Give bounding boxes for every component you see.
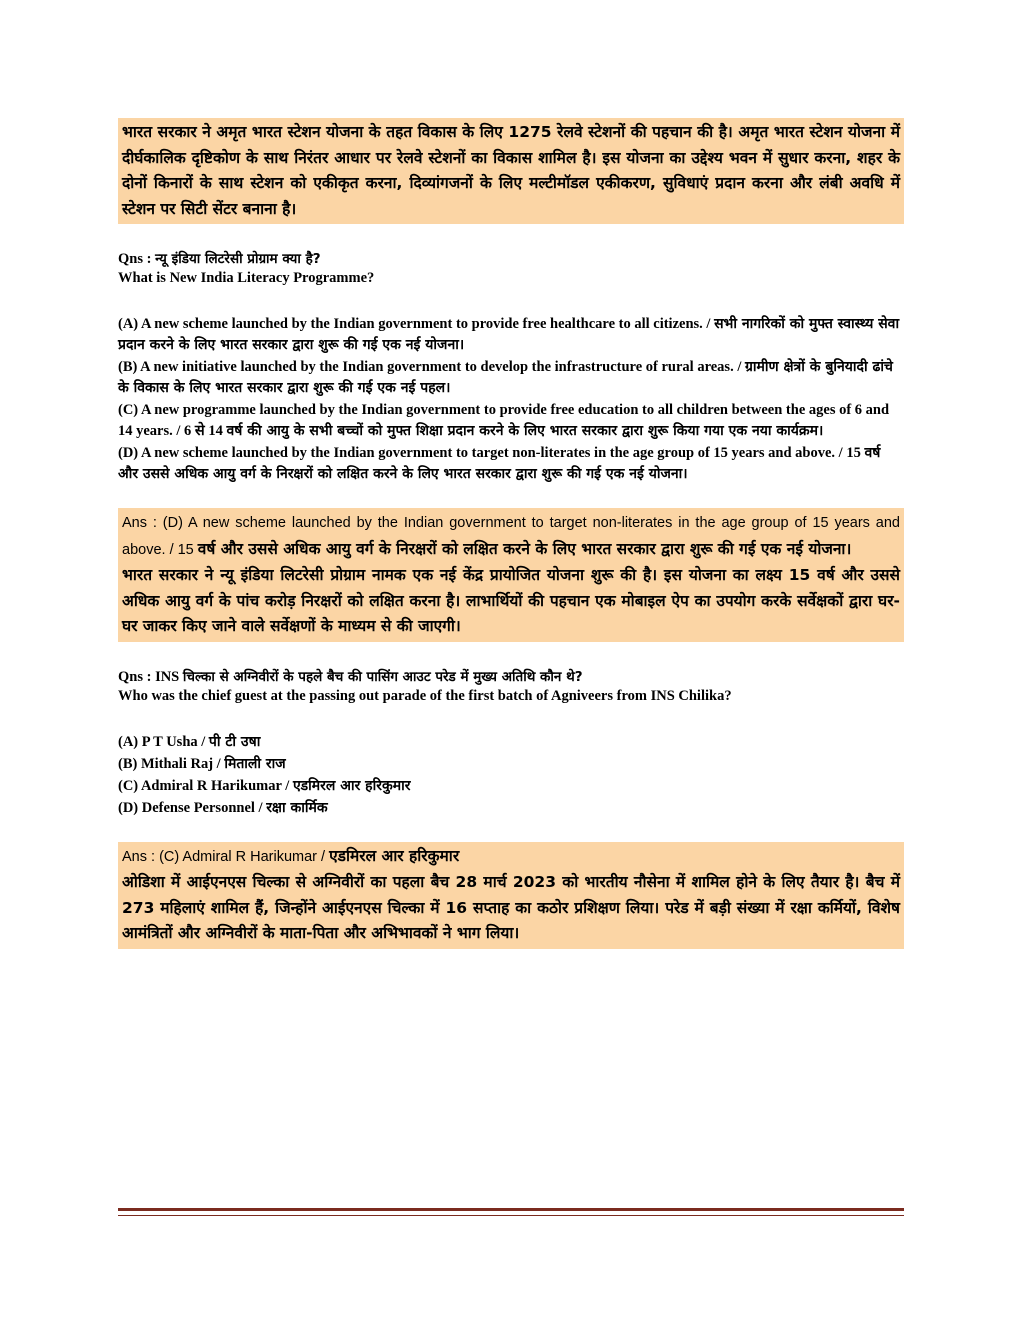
option-c: (C) A new programme launched by the Indian government to provide free education to all children between the ages of 6 and 14 years. / 6 से 14 वर्ष की आयु के सभी बच्चों को मुफ्त शिक्षा प्रदान करने के लिए भारत सरकार द्वारा शुरू किया गया एक नया कार्यक्रम। [118,402,890,439]
footer-divider [118,1208,904,1216]
question-1-english: What is New India Literacy Programme? [118,270,375,286]
option-c: (C) Admiral R Harikumar / एडमिरल आर हरिकुमार [118,777,411,794]
answer-1-block [118,508,904,642]
answer-1-head: Ans : (D) A new scheme launched by the Indian government to target non-literates in the age group of 15 years and above. / 15 वर्ष और उससे अधिक आयु वर्ग के निरक्षरों को लक्षित करने के लिए भारत सरकार द्वारा शुरू की गई एक नई योजना। [122,515,900,558]
answer-2-block [118,842,904,949]
answer-1-explanation: भारत सरकार ने न्यू इंडिया लिटरेसी प्रोग्राम नामक एक नई केंद्र प्रायोजित योजना शुरू की है। इस योजना का लक्ष्य 15 वर्ष और उससे अधिक आयु वर्ग के पांच करोड़ निरक्षरों को लक्षित करना है। लाभार्थियों की पहचान एक मोबाइल ऐप का उपयोग करके सर्वेक्षकों द्वारा घर-घर जाकर किए जाने वाले सर्वेक्षणों के माध्यम से की जाएगी। [122,566,900,635]
option-a: (A) P T Usha / पी टी उषा [118,733,261,750]
question-1 [118,250,904,288]
document-page [118,118,904,949]
option-d: (D) Defense Personnel / रक्षा कार्मिक [118,799,328,816]
question-2 [118,668,904,706]
option-d: (D) A new scheme launched by the Indian government to target non-literates in the age group of 15 years and above. / 15 वर्ष और उससे अधिक आयु वर्ग के निरक्षरों को लक्षित करने के लिए भारत सरकार द्वारा शुरू की गई एक नई योजना। [118,445,881,482]
question-1-options [118,314,904,485]
intro-text: भारत सरकार ने अमृत भारत स्टेशन योजना के तहत विकास के लिए 1275 रेलवे स्टेशनों की पहचान की है। अमृत भारत स्टेशन योजना में दीर्घकालिक दृष्टिकोण के साथ निरंतर आधार पर रेलवे स्टेशनों का विकास शामिल है। इस योजना का उद्देश्य भवन में सुधार करना, शहर के दोनों किनारों के साथ स्टेशन को एकीकृत करना, दिव्यांगजनों के लिए मल्टीमॉडल एकीकरण, सुविधाएं प्रदान करना और लंबी अवधि में स्टेशन पर सिटी सेंटर बनाना है। [122,123,900,218]
question-2-english: Who was the chief guest at the passing out parade of the first batch of Agniveers from INS Chilika? [118,687,732,704]
option-b: (B) A new initiative launched by the Indian government to develop the infrastructure of rural areas. / ग्रामीण क्षेत्रों के बुनियादी ढांचे के विकास के लिए भारत सरकार द्वारा शुरू की गई एक नई पहल। [118,359,893,396]
answer-2-head: Ans : (C) Admiral R Harikumar / एडमिरल आर हरिकुमार [122,846,460,865]
question-1-hindi: Qns : न्यू इंडिया लिटरेसी प्रोग्राम क्या है? [118,251,321,267]
question-2-hindi: Qns : INS चिल्का से अग्निवीरों के पहले बैच की पासिंग आउट परेड में मुख्य अतिथि कौन थे? [118,668,583,685]
answer-2-explanation: ओडिशा में आईएनएस चिल्का से अग्निवीरों का पहला बैच 28 मार्च 2023 को भारतीय नौसेना में शामिल होने के लिए तैयार है। बैच में 273 महिलाएं शामिल हैं, जिन्होंने आईएनएस चिल्का में 16 सप्ताह का कठोर प्रशिक्षण लिया। परेड में बड़ी संख्या में रक्षा कर्मियों, विशेष आमंत्रितों और अग्निवीरों के माता-पिता और अभिभावकों ने भाग लिया। [122,873,900,942]
question-2-options [118,732,904,819]
option-b: (B) Mithali Raj / मिताली राज [118,755,286,772]
option-a: (A) A new scheme launched by the Indian government to provide free healthcare to all citizens. / सभी नागरिकों को मुफ्त स्वास्थ्य सेवा प्रदान करने के लिए भारत सरकार द्वारा शुरू की गई एक नई योजना। [118,316,900,353]
intro-highlight-block [118,118,904,224]
